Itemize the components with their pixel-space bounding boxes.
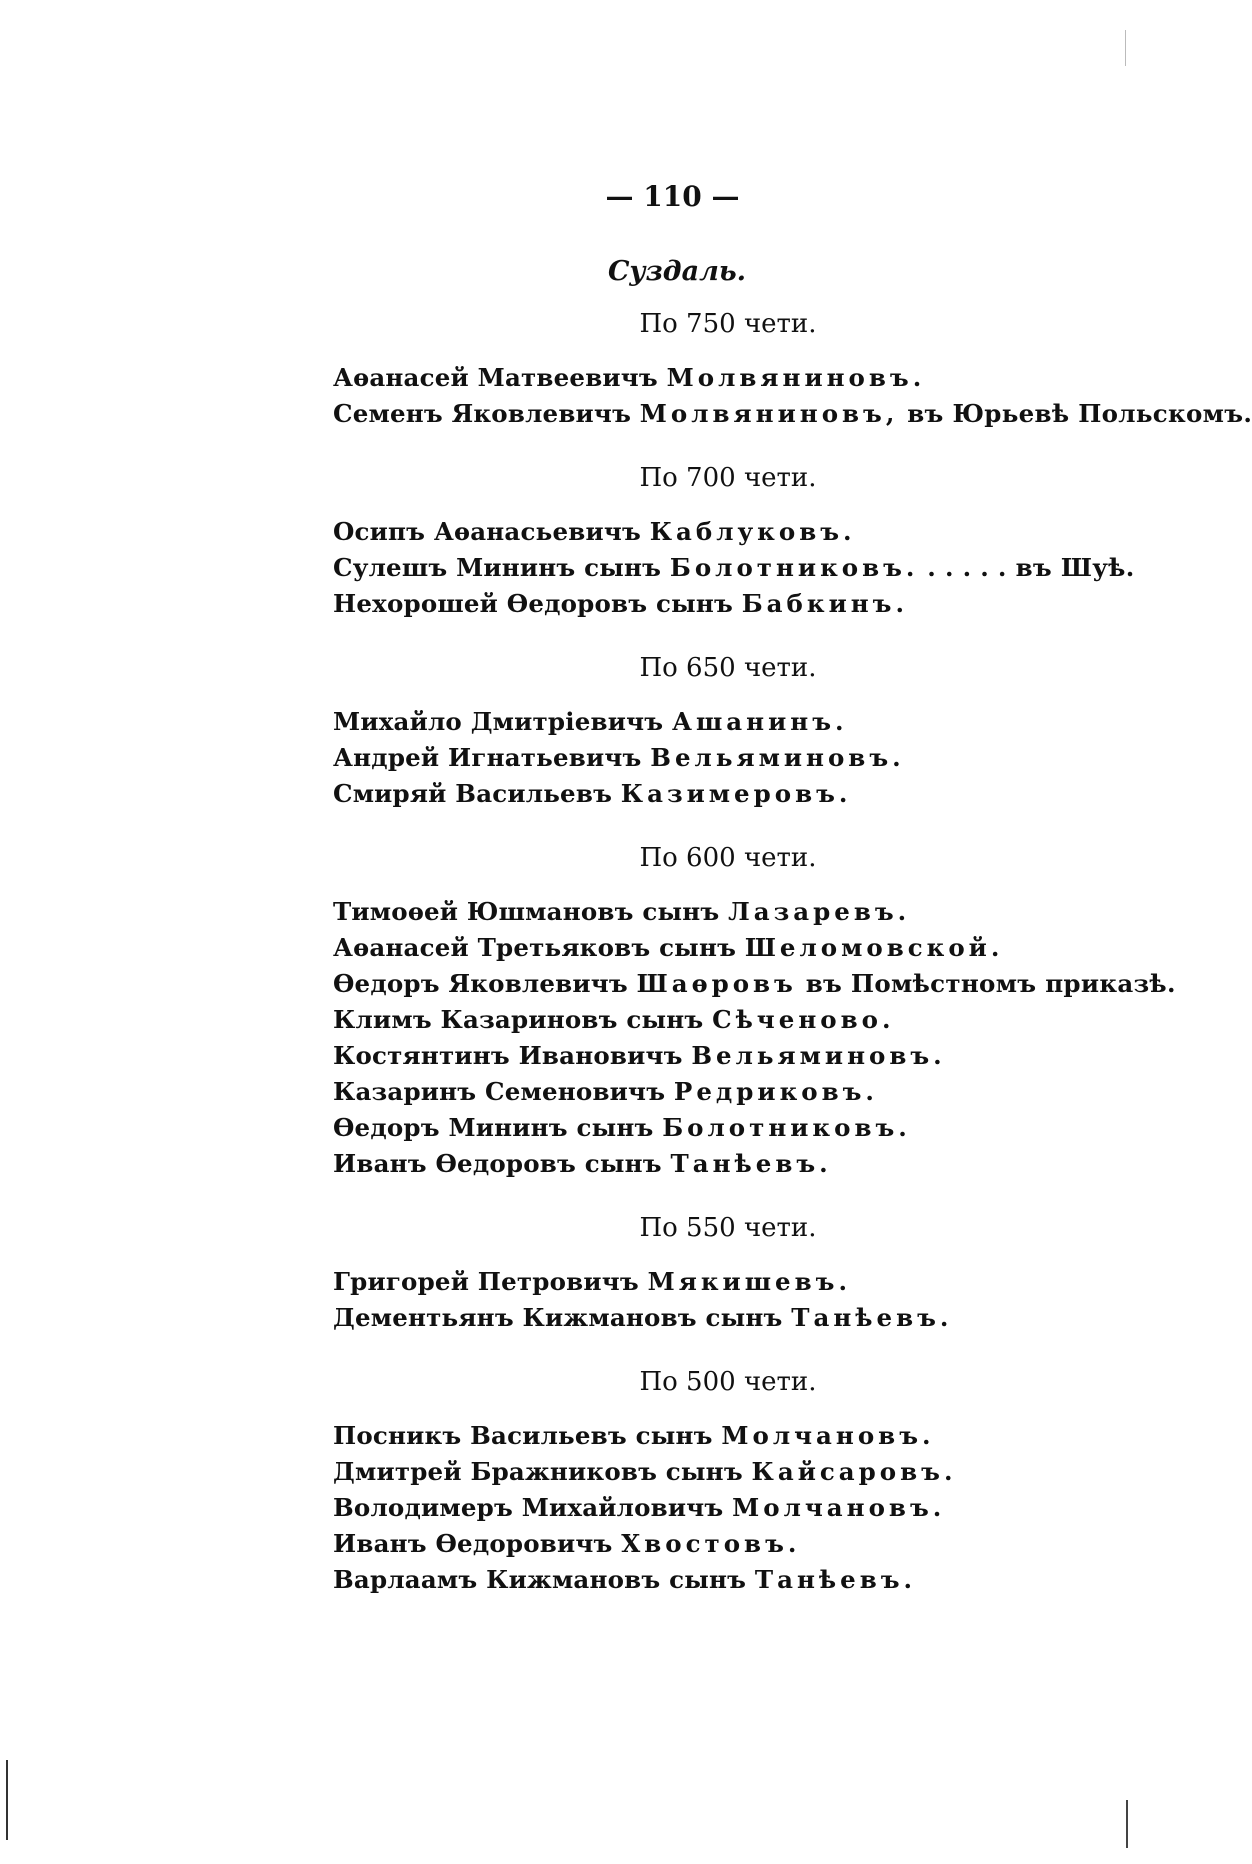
entry (333, 550, 1135, 586)
section (333, 300, 1252, 432)
entry (333, 1264, 1093, 1300)
entry-given-name: Климъ Казариновъ сынъ (333, 1005, 713, 1034)
entry-surname: Молвяниновъ, (639, 399, 899, 428)
margin-line (1126, 1800, 1128, 1848)
entry-given-name: Тимоѳей Юшмановъ сынъ (333, 897, 729, 926)
entry-surname: Бабкинъ. (741, 589, 909, 618)
entry-given-name: Семенъ Яковлевичъ (333, 399, 640, 428)
entry (333, 966, 1176, 1002)
entry-given-name: Нехорошей Ѳедоровъ сынъ (333, 589, 742, 618)
entry (333, 1110, 1093, 1146)
entry-surname: Мякишевъ. (647, 1267, 851, 1296)
entry-given-name: Михайло Дмитріевичъ (333, 707, 672, 736)
entry (333, 1074, 1093, 1110)
entry (333, 776, 1093, 812)
entry-surname: Редриковъ. (673, 1077, 878, 1106)
entry-surname: Лазаревъ. (728, 897, 911, 926)
section (333, 834, 1176, 1182)
entry-given-name: Дементьянъ Кижмановъ сынъ (333, 1303, 792, 1332)
entry-given-name: Казаринъ Семеновичъ (333, 1077, 674, 1106)
entry-given-name: Смиряй Васильевъ (333, 779, 621, 808)
entry-surname: Танѣевъ. (670, 1149, 832, 1178)
entry-note: въ Юрьевѣ Польскомъ. (898, 399, 1252, 428)
section (333, 1204, 1093, 1336)
entry-surname: Танѣевъ. (754, 1565, 917, 1594)
entry-surname: Ашанинъ. (672, 707, 848, 736)
entry-surname: Казимеровъ. (620, 779, 852, 808)
entry-given-name: Осипъ Аѳанасьевичъ (333, 517, 650, 546)
entry (333, 514, 1093, 550)
entries-list (333, 300, 1252, 1598)
section-heading: По 750 чети. (639, 309, 817, 339)
entry-surname: Болотниковъ. (669, 553, 919, 582)
section-heading: По 600 чети. (639, 843, 817, 873)
entry-given-name: Посникъ Васильевъ сынъ (333, 1421, 722, 1450)
entry-surname: Болотниковъ. (662, 1113, 911, 1142)
entry-given-name: Иванъ Ѳедоровичъ (333, 1529, 622, 1558)
entry (333, 1002, 1093, 1038)
entry-surname: Молчановъ. (732, 1493, 946, 1522)
entry-surname: Шаѳровъ (636, 969, 797, 998)
entry-given-name: Андрей Игнатьевичъ (333, 743, 651, 772)
entry (333, 740, 1093, 776)
entry (333, 1146, 1093, 1182)
entry-given-name: Сулешъ Мининъ сынъ (333, 553, 670, 582)
entry (333, 1562, 1093, 1598)
entry-given-name: Володимеръ Михайловичъ (333, 1493, 733, 1522)
entry-given-name: Ѳедоръ Мининъ сынъ (333, 1113, 663, 1142)
section (333, 454, 1135, 622)
margin-line (6, 1760, 8, 1840)
entry-surname: Вельяминовъ. (650, 743, 905, 772)
entry (333, 1418, 1093, 1454)
section-heading: По 650 чети. (639, 653, 817, 683)
section-heading: По 550 чети. (639, 1213, 817, 1243)
entry-given-name: Григорей Петровичъ (333, 1267, 648, 1296)
entry (333, 930, 1093, 966)
entry-note: . . . . . въ Шуѣ. (918, 553, 1135, 582)
entry-surname: Молчановъ. (721, 1421, 935, 1450)
section-heading: По 500 чети. (639, 1367, 817, 1397)
entry-surname: Кайсаровъ. (751, 1457, 957, 1486)
entry-given-name: Дмитрей Бражниковъ сынъ (333, 1457, 752, 1486)
entry-surname: Танѣевъ. (791, 1303, 953, 1332)
entry-given-name: Аѳанасей Третьяковъ сынъ (333, 933, 745, 962)
entry-given-name: Костянтинъ Ивановичъ (333, 1041, 692, 1070)
entry (333, 704, 1093, 740)
entry-surname: Шеломовской. (744, 933, 1004, 962)
entry-given-name: Варлаамъ Кижмановъ сынъ (333, 1565, 755, 1594)
entry-given-name: Аѳанасей Матвеевичъ (333, 363, 667, 392)
entry-note: въ Помѣстномъ приказѣ. (796, 969, 1176, 998)
entry (333, 360, 1093, 396)
entry (333, 396, 1252, 432)
section (333, 1358, 1093, 1598)
entry-surname: Вельяминовъ. (691, 1041, 946, 1070)
entry (333, 1038, 1093, 1074)
margin-line (1125, 30, 1126, 66)
entry-given-name: Иванъ Ѳедоровъ сынъ (333, 1149, 671, 1178)
section-heading: По 700 чети. (639, 463, 817, 493)
entry (333, 586, 1093, 622)
entry-surname: Каблуковъ. (649, 517, 856, 546)
entry-surname: Хвостовъ. (621, 1529, 801, 1558)
entry-given-name: Ѳедоръ Яковлевичъ (333, 969, 637, 998)
section (333, 644, 1093, 812)
entry-surname: Молвяниновъ. (666, 363, 926, 392)
entry (333, 1300, 1093, 1336)
page-number: — 110 — (605, 180, 740, 213)
entry (333, 894, 1093, 930)
entry (333, 1490, 1093, 1526)
entry (333, 1454, 1093, 1490)
entry-surname: Сѣченово. (712, 1005, 895, 1034)
entry (333, 1526, 1093, 1562)
place-heading: Суздаль. (607, 256, 747, 287)
